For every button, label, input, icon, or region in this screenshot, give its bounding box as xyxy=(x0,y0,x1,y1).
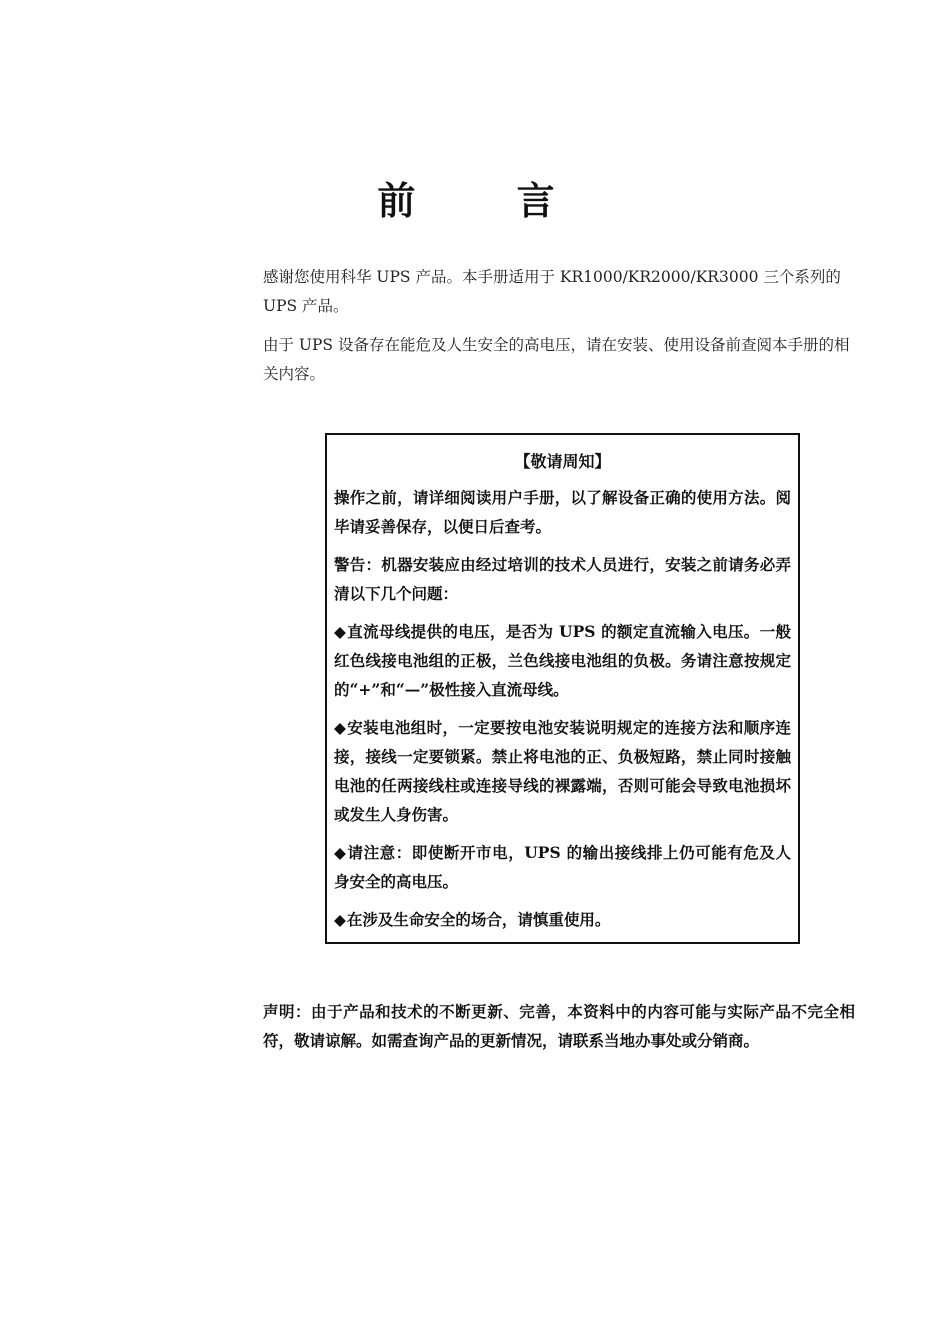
bullet-diamond-icon: ◆ xyxy=(334,622,347,641)
notice-bullet xyxy=(334,617,791,704)
notice-box xyxy=(325,433,800,944)
notice-warning: 警告：机器安装应由经过培训的技术人员进行，安装之前请务必弄清以下几个问题： xyxy=(334,555,791,603)
intro-paragraph: 感谢您使用科华 UPS 产品。本手册适用于 KR1000/KR2000/KR3000 三个系列的 UPS 产品。 xyxy=(263,268,841,315)
disclaimer-statement: 声明：由于产品和技术的不断更新、完善，本资料中的内容可能与实际产品不完全相符，敬请谅解。如需查询产品的更新情况，请联系当地办事处或分销商。 xyxy=(263,1002,855,1050)
page-title: 前 言 xyxy=(377,179,599,223)
bullet-diamond-icon: ◆ xyxy=(334,910,346,929)
notice-bullet xyxy=(334,905,791,934)
bullet-text: 直流母线提供的电压，是否为 UPS 的额定直流输入电压。一般红色线接电池组的正极，兰色线接电池组的负极。务请注意按规定的“+”和“—”极性接入直流母线。 xyxy=(334,622,791,699)
bullet-text: 在涉及生命安全的场合，请慎重使用。 xyxy=(346,910,611,929)
bullet-diamond-icon: ◆ xyxy=(334,718,347,737)
notice-bullet xyxy=(334,838,791,896)
notice-bullet xyxy=(334,713,791,829)
notice-paragraph: 操作之前，请详细阅读用户手册，以了解设备正确的使用方法。阅毕请妥善保存，以便日后查考。 xyxy=(334,488,791,536)
intro-paragraph: 由于 UPS 设备存在能危及人生安全的高电压，请在安装、使用设备前查阅本手册的相关内容。 xyxy=(263,336,850,383)
bullet-text: 请注意：即使断开市电，UPS 的输出接线排上仍可能有危及人身安全的高电压。 xyxy=(334,843,792,891)
notice-title: 【敬请周知】 xyxy=(514,452,611,471)
bullet-diamond-icon: ◆ xyxy=(334,843,347,862)
bullet-text: 安装电池组时，一定要按电池安装说明规定的连接方法和顺序连接，接线一定要锁紧。禁止将电池的正、负极短路，禁止同时接触电池的任两接线柱或连接导线的裸露端，否则可能会导致电池损坏或发生人身伤害。 xyxy=(334,718,791,824)
